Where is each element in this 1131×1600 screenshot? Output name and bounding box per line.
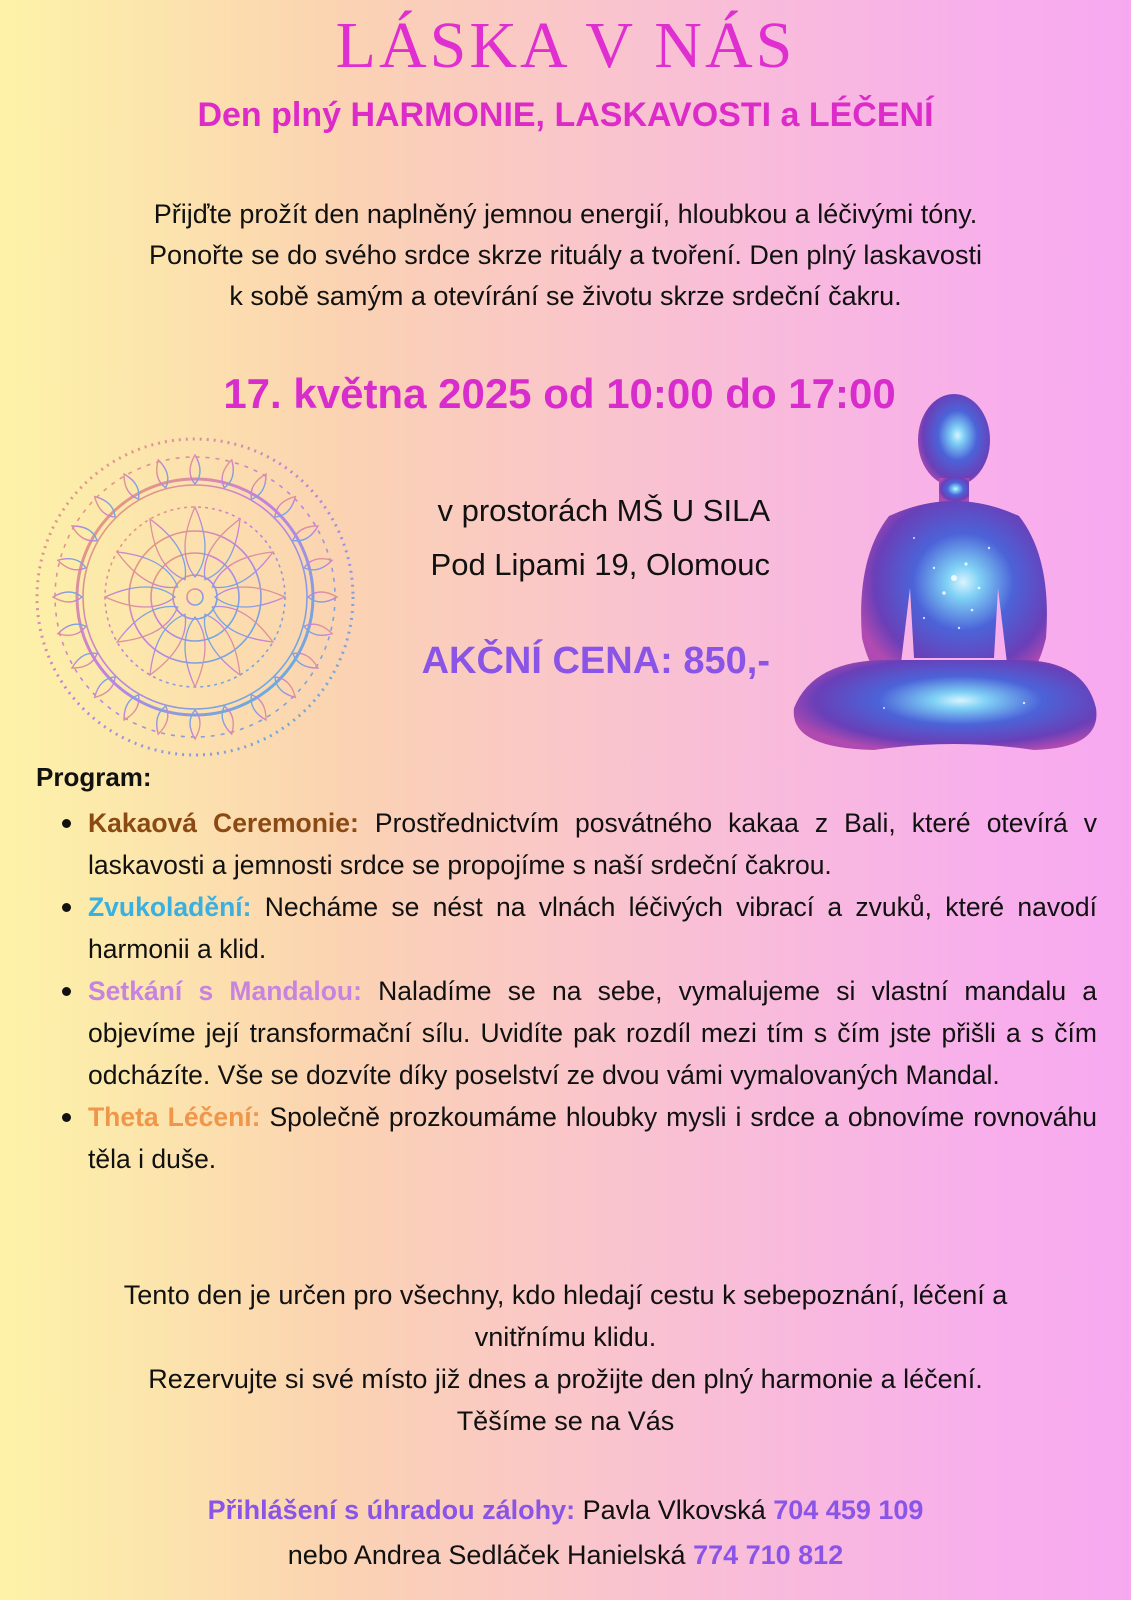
intro-line: k sobě samým a otevírání se životu skrze srdeční čakru. [229, 281, 902, 311]
program-item-name: Zvukoladění: [88, 892, 252, 922]
program-item-text: Společně prozkoumáme hloubky mysli i srdce a obnovíme rovnováhu těla i duše. [88, 1102, 1097, 1174]
program-item [62, 1096, 1097, 1180]
program-item-name: Theta Léčení: [88, 1102, 261, 1132]
outro-line: Těšíme se na Vás [456, 1406, 675, 1436]
program-item-text: Necháme se nést na vlnách léčivých vibrací a zvuků, které navodí harmonii a klid. [88, 892, 1097, 964]
program-item [62, 970, 1097, 1096]
program-item [62, 802, 1097, 886]
program-item-text: Naladíme se na sebe, vymalujeme si vlastní mandalu a objevíme její transformační sílu. Uvidíte pak rozdíl mezi tím s čím jste přišli a s čím odcházíte. Vše se dozvíte díky poselství ze dvou vámi vymalovaných Mandal. [88, 976, 1098, 1090]
program-label: Program: [36, 762, 152, 792]
contact-phone[interactable]: 774 710 812 [693, 1540, 844, 1570]
program-list [62, 802, 1097, 1180]
mandala-illustration [30, 432, 360, 762]
contact-person: nebo Andrea Sedláček Hanielská [287, 1540, 694, 1570]
contact-line-1 [0, 1488, 1131, 1533]
contact-person: Pavla Vlkovská [575, 1495, 774, 1525]
page-title: LÁSKA V NÁS [335, 9, 796, 82]
contact-line-2 [0, 1533, 1131, 1578]
event-venue [350, 484, 770, 592]
intro-text [40, 194, 1091, 317]
outro-text [40, 1274, 1091, 1442]
venue-line: v prostorách MŠ U SILA [437, 493, 770, 528]
contact-info [0, 1488, 1131, 1578]
program-item-text: Prostřednictvím posvátného kakaa z Bali, které otevírá v laskavosti a jemnosti srdce se propojíme s naší srdeční čakrou. [88, 808, 1098, 880]
outro-line: vnitřnímu klidu. [474, 1322, 657, 1352]
program-item-name: Setkání s Mandalou: [88, 976, 362, 1006]
event-price: AKČNÍ CENA: 850,- [421, 640, 770, 682]
program-item-name: Kakaová Ceremonie: [88, 808, 359, 838]
contact-phone[interactable]: 704 459 109 [773, 1495, 924, 1525]
program-item [62, 886, 1097, 970]
intro-line: Ponořte se do svého srdce skrze rituály a tvoření. Den plný laskavosti [149, 240, 982, 270]
outro-line: Rezervujte si své místo již dnes a prožijte den plný harmonie a léčení. [148, 1364, 983, 1394]
contact-label: Přihlášení s úhradou zálohy: [207, 1495, 576, 1525]
page-subtitle: Den plný HARMONIE, LASKAVOSTI a LÉČENÍ [197, 96, 934, 134]
meditating-figure-illustration [784, 388, 1104, 758]
outro-line: Tento den je určen pro všechny, kdo hledají cestu k sebepoznání, léčení a [123, 1280, 1008, 1310]
intro-line: Přijďte prožít den naplněný jemnou energií, hloubkou a léčivými tóny. [153, 199, 978, 229]
event-date: 17. května 2025 od 10:00 do 17:00 [223, 370, 896, 417]
venue-address: Pod Lipami 19, Olomouc [430, 547, 770, 582]
